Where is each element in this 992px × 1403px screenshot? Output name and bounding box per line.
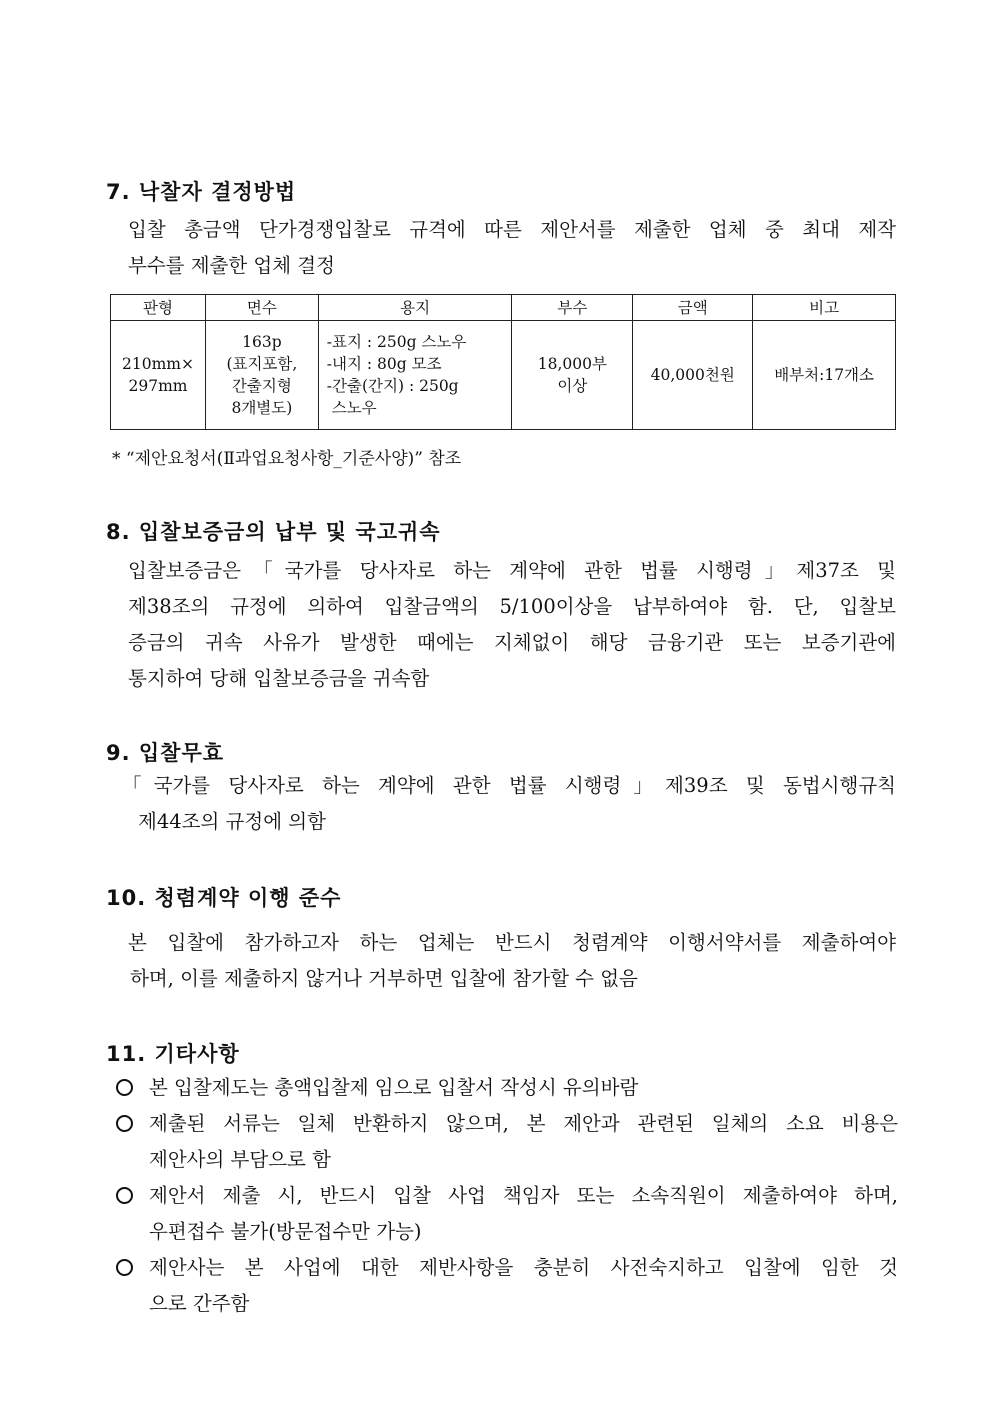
bullet-line: 본 입찰제도는 총액입찰제 임으로 입찰서 작성시 유의바람 (149, 1076, 639, 1099)
cell-paper-line-4: 스노우 (326, 399, 377, 417)
cell-copies (512, 321, 633, 430)
cell-copies-line-1: 18,000부 (537, 355, 607, 373)
section9-line-1: 「국가를 당사자로 하는 계약에 관한 법률 시행령」제39조 및 동법시행규칙 (122, 774, 896, 797)
circle-bullet-icon (116, 1079, 133, 1096)
cell-pages-line-2: (표지포함, (226, 355, 298, 373)
section10-line-2: 하며, 이를 제출하지 않거나 거부하면 입찰에 참가할 수 없음 (130, 967, 638, 990)
bullet-item (116, 1106, 898, 1178)
cell-paper (318, 321, 512, 430)
section7-line-1: 입찰 총금액 단가경쟁입찰로 규격에 따른 제안서를 제출한 업체 중 최대 제작 (128, 218, 896, 241)
bullet-line: 우편접수 불가(방문접수만 가능) (149, 1220, 422, 1243)
bullet-item (116, 1178, 898, 1250)
cell-paper-line-1: -표지 : 250g 스노우 (326, 333, 467, 351)
cell-size-line-2: 297mm (128, 377, 188, 395)
circle-bullet-icon (116, 1115, 133, 1132)
section9-heading: 9. 입찰무효 (106, 741, 225, 765)
cell-amount: 40,000천원 (633, 321, 753, 430)
cell-copies-line-2: 이상 (557, 377, 588, 395)
header-size: 판형 (111, 295, 206, 321)
circle-bullet-icon (116, 1187, 133, 1204)
cell-pages-line-3: 간출지형 (231, 377, 292, 395)
bullet-item (116, 1250, 898, 1322)
bullet-line: 제안서 제출 시, 반드시 입찰 사업 책임자 또는 소속직원이 제출하여야 하며, (149, 1184, 898, 1207)
bullet-item (116, 1070, 898, 1106)
header-pages: 면수 (205, 295, 318, 321)
header-remark: 비고 (753, 295, 896, 321)
bullet-line: 제출된 서류는 일체 반환하지 않으며, 본 제안과 관련된 일체의 소요 비용은 (149, 1112, 898, 1135)
cell-paper-line-3: -간출(간지) : 250g (326, 377, 459, 395)
cell-pages-line-1: 163p (242, 333, 282, 351)
cell-size-line-1: 210mm× (121, 355, 194, 373)
reference-note: * “제안요청서(Ⅱ과업요청사항_기준사양)” 참조 (112, 449, 462, 469)
spec-table-row (111, 321, 896, 430)
cell-paper-line-2: -내지 : 80g 모조 (326, 355, 442, 373)
cell-size (111, 321, 206, 430)
spec-table (110, 294, 896, 430)
header-paper: 용지 (318, 295, 512, 321)
section8-line-2: 제38조의 규정에 의하여 입찰금액의 5/100이상을 납부하여야 함. 단, 입찰보 (128, 595, 896, 618)
header-copies: 부수 (512, 295, 633, 321)
cell-pages-line-4: 8개별도) (231, 399, 293, 417)
cell-remark: 배부처:17개소 (753, 321, 896, 430)
section11-heading: 11. 기타사항 (106, 1042, 240, 1066)
section10-line-1: 본 입찰에 참가하고자 하는 업체는 반드시 청렴계약 이행서약서를 제출하여야 (128, 931, 896, 954)
section8-line-1: 입찰보증금은「국가를 당사자로 하는 계약에 관한 법률 시행령」제37조 및 (128, 559, 896, 582)
section9-line-2: 제44조의 규정에 의함 (138, 810, 326, 833)
circle-bullet-icon (116, 1259, 133, 1276)
bullet-line: 제안사의 부담으로 함 (149, 1148, 331, 1171)
header-amount: 금액 (633, 295, 753, 321)
section8-line-3: 증금의 귀속 사유가 발생한 때에는 지체없이 해당 금융기관 또는 보증기관에 (128, 631, 896, 654)
bullet-line: 제안사는 본 사업에 대한 제반사항을 충분히 사전숙지하고 입찰에 임한 것 (149, 1256, 898, 1279)
section7-heading: 7. 낙찰자 결정방법 (106, 180, 297, 204)
section8-heading: 8. 입찰보증금의 납부 및 국고귀속 (106, 520, 441, 544)
section7-line-2: 부수를 제출한 업체 결정 (128, 254, 335, 277)
bullet-line: 으로 간주함 (149, 1292, 250, 1315)
spec-table-header-row (111, 295, 896, 321)
section10-heading: 10. 청렴계약 이행 준수 (106, 886, 342, 910)
cell-pages (205, 321, 318, 430)
section8-line-4: 통지하여 당해 입찰보증금을 귀속함 (128, 667, 430, 690)
